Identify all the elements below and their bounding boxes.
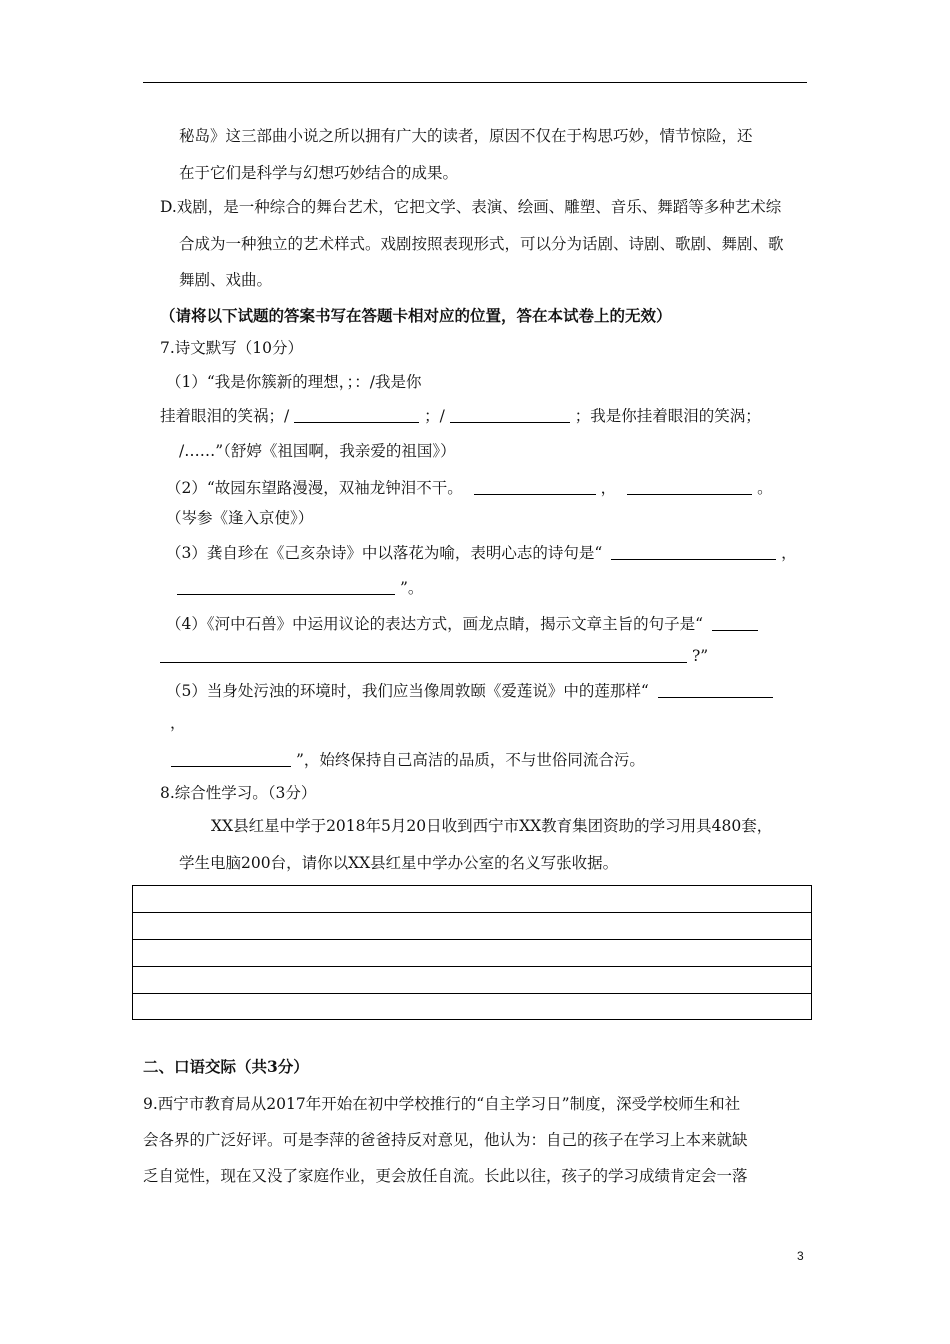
q8-title: 8.综合性学习。（3分） — [160, 784, 317, 802]
q7-part1-text-b: ；/ — [424, 407, 445, 425]
header-rule — [143, 82, 807, 83]
q7-part3-blank-1[interactable] — [611, 545, 776, 560]
q8-line-1: XX县红星中学于2018年5月20日收到西宁市XX教育集团资助的学习用具480套， — [211, 817, 773, 835]
q7-part3-text: （3）龚自珍在《己亥杂诗》中以落花为喻，表明心志的诗句是“ — [166, 544, 603, 562]
page-number: 3 — [797, 1249, 804, 1263]
q7-part1-blank-1[interactable] — [294, 408, 419, 423]
q7-part5-comma: ， — [170, 714, 186, 732]
q7-part1-line-1: （1）“我是你簇新的理想，；：/我是你 — [166, 373, 422, 391]
q7-part4-end: ?” — [691, 647, 709, 665]
q7-part4-line-2 — [160, 648, 708, 665]
q9-line-1: 9.西宁市教育局从2017年开始在初中学校推行的“自主学习日”制度，深受学校师生和社 — [143, 1095, 741, 1113]
q7-part4-line-1 — [166, 616, 758, 633]
q7-part4-blank-1[interactable] — [712, 616, 758, 631]
receipt-answer-box[interactable] — [132, 885, 812, 1020]
q7-part5-end: ”，始终保持自己高洁的品质，不与世俗同流合污。 — [295, 751, 645, 769]
option-c-line-1: 秘岛》这三部曲小说之所以拥有广大的读者，原因不仅在于构思巧妙，情节惊险，还 — [179, 127, 753, 145]
q7-part5-blank-1[interactable] — [658, 683, 773, 698]
q8-line-2: 学生电脑200台，请你以XX县红星中学办公室的名义写张收据。 — [179, 854, 619, 872]
q7-part2-end: 。 — [757, 479, 773, 497]
q7-part3-blank-2[interactable] — [177, 580, 395, 595]
receipt-row[interactable] — [133, 886, 811, 913]
answer-sheet-notice: （请将以下试题的答案书写在答题卡相对应的位置，答在本试卷上的无效） — [160, 306, 672, 325]
option-c-line-2: 在于它们是科学与幻想巧妙结合的成果。 — [179, 164, 459, 182]
q7-part2-line-1 — [166, 480, 773, 497]
q7-part4-text: （4）《河中石兽》中运用议论的表达方式，画龙点睛，揭示文章主旨的句子是“ — [166, 615, 704, 633]
option-d-line-2: 合成为一种独立的艺术样式。戏剧按照表现形式，可以分为话剧、诗剧、歌剧、舞剧、歌 — [179, 235, 784, 253]
receipt-row[interactable] — [133, 967, 811, 994]
q7-part1-line-3: /……”（舒婷《祖国啊，我亲爱的祖国》） — [179, 442, 456, 460]
q7-part2-text: （2）“故园东望路漫漫，双袖龙钟泪不干。 — [166, 479, 463, 497]
q7-part3-line-1 — [166, 545, 797, 562]
section-2-heading: 二、口语交际（共3分） — [143, 1057, 309, 1076]
q9-line-2: 会各界的广泛好评。可是李萍的爸爸持反对意见，他认为：自己的孩子在学习上本来就缺 — [143, 1131, 748, 1149]
q7-part2-blank-2[interactable] — [627, 480, 752, 495]
q7-part1-line-2 — [160, 408, 761, 425]
q7-part2-blank-1[interactable] — [474, 480, 596, 495]
option-d-line-1: D.戏剧，是一种综合的舞台艺术，它把文学、表演、绘画、雕塑、音乐、舞蹈等多种艺术综 — [160, 198, 782, 216]
option-d-line-3: 舞剧、戏曲。 — [179, 271, 273, 289]
q7-part2-source: （岑参《逢入京使》） — [166, 509, 314, 527]
q9-line-3: 乏自觉性，现在又没了家庭作业，更会放任自流。长此以往，孩子的学习成绩肯定会一落 — [143, 1167, 748, 1185]
q7-part1-text-c: ；我是你挂着眼泪的笑涡； — [574, 407, 761, 425]
q7-title: 7.诗文默写（10分） — [160, 339, 304, 357]
q7-part4-blank-2[interactable] — [160, 648, 687, 663]
q7-part1-text-a: 挂着眼泪的笑祸；/ — [160, 407, 290, 425]
receipt-row[interactable] — [133, 994, 811, 1021]
q7-part5-text: （5）当身处污浊的环境时，我们应当像周敦颐《爱莲说》中的莲那样“ — [166, 682, 649, 700]
receipt-row[interactable] — [133, 940, 811, 967]
q7-part1-blank-2[interactable] — [450, 408, 570, 423]
receipt-row[interactable] — [133, 913, 811, 940]
q7-part3-comma: ， — [781, 544, 797, 562]
q7-part3-line-2 — [177, 580, 423, 597]
q7-part2-sep: ， — [600, 479, 617, 497]
q7-part3-end: ”。 — [399, 579, 424, 597]
q7-part5-line-3 — [171, 752, 645, 769]
q7-part5-line-1 — [166, 683, 773, 700]
q7-part5-blank-2[interactable] — [171, 752, 291, 767]
